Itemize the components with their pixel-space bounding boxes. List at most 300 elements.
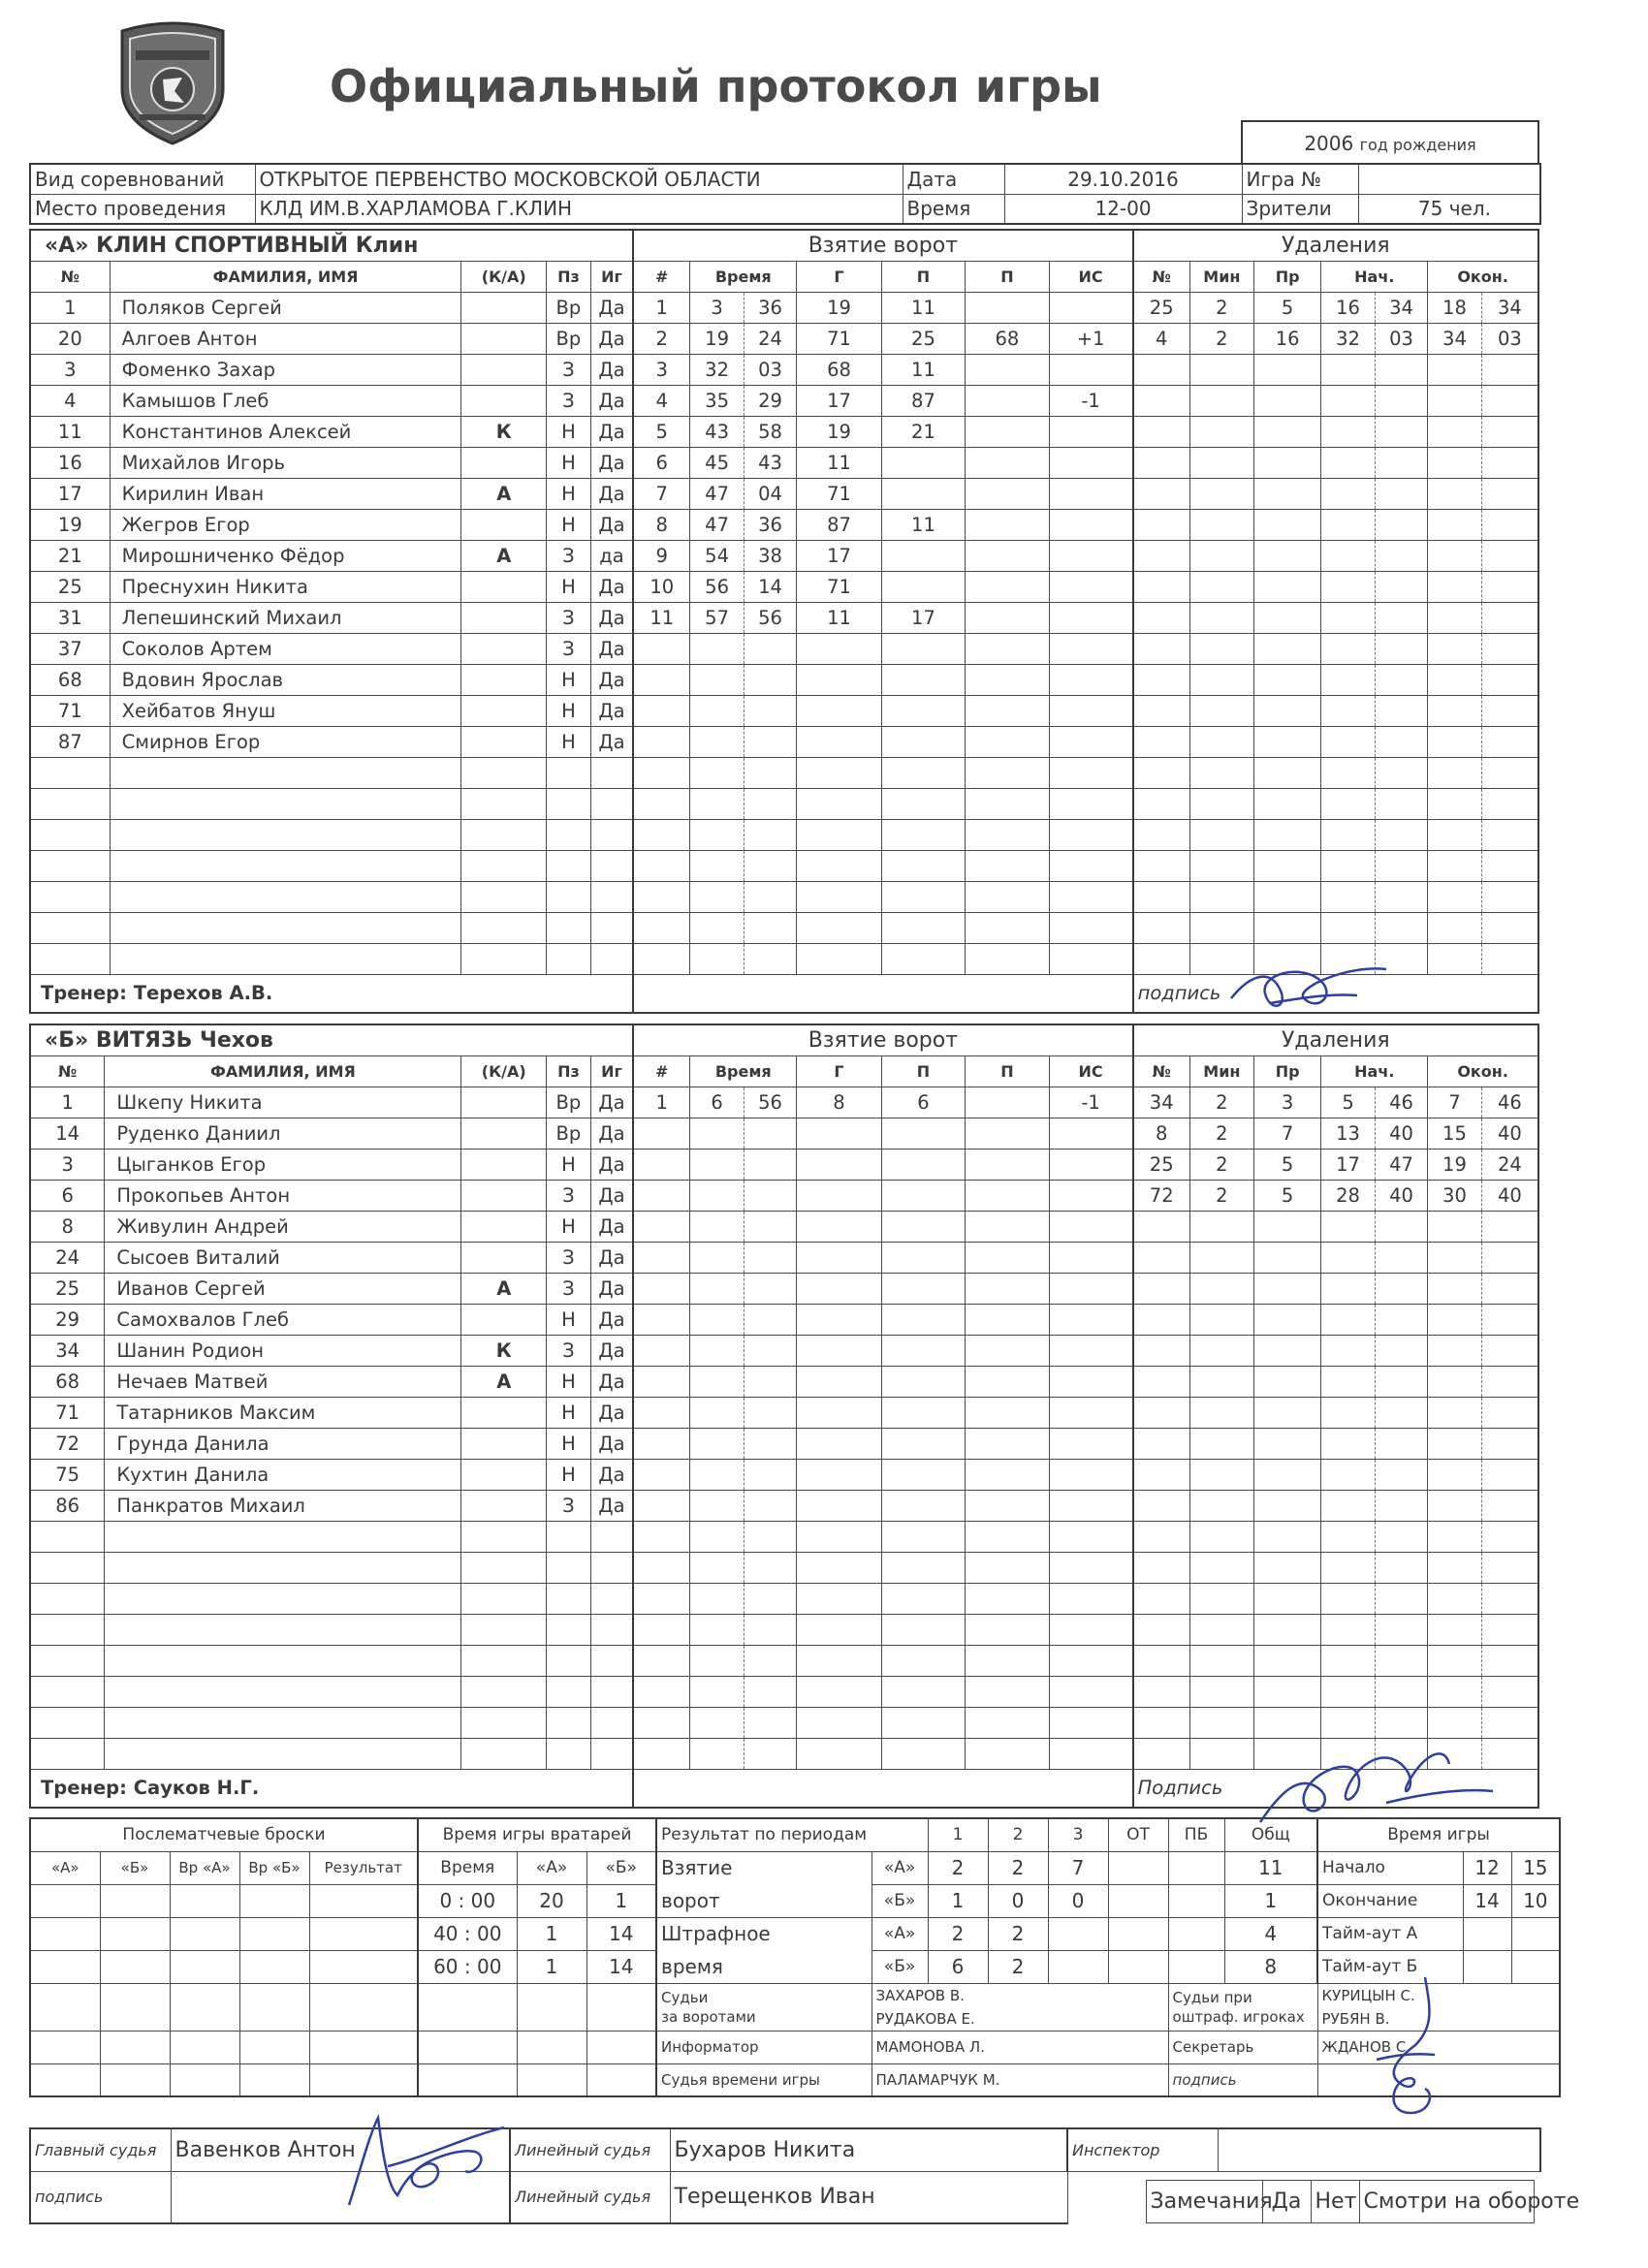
penalty-end-min xyxy=(1428,695,1481,726)
goal-minute: 45 xyxy=(690,447,744,478)
penalty-start-min xyxy=(1321,1459,1375,1490)
player-played: Да xyxy=(590,1490,633,1521)
penalty-minutes xyxy=(1189,881,1253,912)
team-a-penalties-heading: Удаления xyxy=(1133,230,1538,261)
penalty-player xyxy=(1133,1645,1190,1676)
goal-number: 1 xyxy=(633,1087,690,1118)
goal-situation xyxy=(1049,943,1133,974)
penalty-start-sec xyxy=(1375,1707,1427,1738)
table-row xyxy=(30,509,1538,540)
penalty-end-min xyxy=(1428,881,1481,912)
goal-situation xyxy=(1049,788,1133,819)
goal-second xyxy=(744,1366,796,1397)
player-role xyxy=(461,912,547,943)
time-label: Время xyxy=(903,194,1004,224)
goal-assist-2 xyxy=(966,664,1049,695)
penalty-reason xyxy=(1253,881,1320,912)
goal-number: 11 xyxy=(633,602,690,633)
player-played: Да xyxy=(590,1273,633,1304)
penalty-start-min: 17 xyxy=(1321,1149,1375,1180)
player-name xyxy=(105,1738,461,1769)
goal-assist-2 xyxy=(966,354,1049,385)
penalty-reason xyxy=(1253,1366,1320,1397)
goal-minute xyxy=(690,1180,744,1211)
player-name: Мирошниченко Фёдор xyxy=(110,540,461,571)
penalty-start-sec xyxy=(1375,850,1427,881)
player-name: Иванов Сергей xyxy=(105,1273,461,1304)
goal-minute xyxy=(690,1335,744,1366)
player-played xyxy=(590,1738,633,1769)
table-row xyxy=(30,571,1538,602)
goal-situation xyxy=(1049,1428,1133,1459)
penalty-start-min xyxy=(1321,1552,1375,1583)
goal-second xyxy=(744,1552,796,1583)
penalty-start-sec: 03 xyxy=(1375,323,1427,354)
penalty-player xyxy=(1133,1707,1190,1738)
goal-situation: -1 xyxy=(1049,385,1133,416)
goal-second xyxy=(744,1335,796,1366)
goal-number xyxy=(633,1490,690,1521)
goal-number xyxy=(633,881,690,912)
team-a-name: «А» КЛИН СПОРТИВНЫЙ Клин xyxy=(30,230,633,261)
goal-minute: 32 xyxy=(690,354,744,385)
penalty-start-min xyxy=(1321,1490,1375,1521)
player-position: З xyxy=(546,385,590,416)
player-name: Поляков Сергей xyxy=(110,292,461,323)
goal-second xyxy=(744,788,796,819)
goal-scorer xyxy=(797,757,882,788)
table-row xyxy=(30,478,1538,509)
player-position: З xyxy=(546,1490,590,1521)
penalty-start-min xyxy=(1321,850,1375,881)
game-time-title: Время игры xyxy=(1317,1818,1560,1851)
player-position: Н xyxy=(546,695,590,726)
table-row xyxy=(30,726,1538,757)
penalty-end-min xyxy=(1428,602,1481,633)
goal-second xyxy=(744,1211,796,1242)
penalty-end-sec xyxy=(1481,354,1538,385)
goalie-time-title: Время игры вратарей xyxy=(418,1818,656,1851)
penalty-end-sec xyxy=(1481,1583,1538,1614)
team-b-rows xyxy=(30,1087,1538,1769)
player-position: Вр xyxy=(546,1087,590,1118)
goal-assist-1 xyxy=(881,1273,965,1304)
penalty-end-min xyxy=(1428,509,1481,540)
player-number: 1 xyxy=(30,1087,105,1118)
player-position xyxy=(546,943,590,974)
penalty-end-sec xyxy=(1481,881,1538,912)
penalty-reason xyxy=(1253,819,1320,850)
penalty-start-sec xyxy=(1375,1552,1427,1583)
goal-second xyxy=(744,1397,796,1428)
player-number xyxy=(30,1521,105,1552)
penalty-start-min xyxy=(1321,1335,1375,1366)
player-number xyxy=(30,850,110,881)
penalty-end-min xyxy=(1428,1614,1481,1645)
player-position: Н xyxy=(546,571,590,602)
spectators-label: Зрители xyxy=(1242,194,1358,224)
penalty-player xyxy=(1133,571,1190,602)
goal-minute xyxy=(690,1552,744,1583)
page-title: Официальный протокол игры xyxy=(330,60,1102,112)
goal-second: 04 xyxy=(744,478,796,509)
goal-minute: 19 xyxy=(690,323,744,354)
penalty-player: 34 xyxy=(1133,1087,1190,1118)
penalty-player xyxy=(1133,881,1190,912)
player-role xyxy=(461,1738,547,1769)
player-name: Татарников Максим xyxy=(105,1397,461,1428)
penalty-minutes: 2 xyxy=(1189,1118,1253,1149)
goal-situation xyxy=(1049,478,1133,509)
goal-assist-1 xyxy=(881,478,965,509)
penalty-end-sec xyxy=(1481,416,1538,447)
player-number: 20 xyxy=(30,323,110,354)
penalty-end-sec xyxy=(1481,726,1538,757)
goal-minute xyxy=(690,1583,744,1614)
goal-situation xyxy=(1049,1738,1133,1769)
goal-assist-1 xyxy=(881,1490,965,1521)
goal-situation xyxy=(1049,1273,1133,1304)
goal-situation xyxy=(1049,1614,1133,1645)
player-number xyxy=(30,912,110,943)
penalty-player xyxy=(1133,602,1190,633)
penalty-start-sec xyxy=(1375,540,1427,571)
goal-assist-1 xyxy=(881,1304,965,1335)
player-position xyxy=(546,788,590,819)
player-played: Да xyxy=(590,385,633,416)
penalty-reason xyxy=(1253,1273,1320,1304)
goal-assist-1 xyxy=(881,664,965,695)
penalty-end-sec xyxy=(1481,1335,1538,1366)
goal-number xyxy=(633,1118,690,1149)
penalty-start-min xyxy=(1321,695,1375,726)
penalty-player: 72 xyxy=(1133,1180,1190,1211)
game-value xyxy=(1358,164,1540,194)
penalty-start-min xyxy=(1321,1676,1375,1707)
goal-assist-2 xyxy=(966,447,1049,478)
penalty-start-min: 28 xyxy=(1321,1180,1375,1211)
table-row xyxy=(30,881,1538,912)
penalty-minutes xyxy=(1189,1583,1253,1614)
penalty-start-min xyxy=(1321,1273,1375,1304)
penalty-player xyxy=(1133,1459,1190,1490)
goal-second xyxy=(744,664,796,695)
penalty-start-sec xyxy=(1375,819,1427,850)
goal-situation xyxy=(1049,1366,1133,1397)
penalty-start-sec xyxy=(1375,1366,1427,1397)
penalty-minutes: 2 xyxy=(1189,1087,1253,1118)
goal-situation xyxy=(1049,1397,1133,1428)
player-position: З xyxy=(546,602,590,633)
player-played xyxy=(590,1552,633,1583)
goal-assist-1 xyxy=(881,1180,965,1211)
goal-scorer xyxy=(797,695,882,726)
penalty-minutes xyxy=(1189,447,1253,478)
goal-scorer xyxy=(797,1242,882,1273)
goal-number xyxy=(633,1428,690,1459)
penalty-end-sec xyxy=(1481,912,1538,943)
penalty-end-sec xyxy=(1481,819,1538,850)
goal-assist-1 xyxy=(881,881,965,912)
player-role xyxy=(461,1645,547,1676)
goal-minute xyxy=(690,1211,744,1242)
goal-situation xyxy=(1049,664,1133,695)
goal-situation xyxy=(1049,1707,1133,1738)
table-row xyxy=(30,1335,1538,1366)
line-referee-label-2: Линейный судья xyxy=(510,2171,670,2223)
penalty-end-min xyxy=(1428,1583,1481,1614)
penalty-reason xyxy=(1253,1707,1320,1738)
player-name xyxy=(105,1707,461,1738)
goal-minute: 43 xyxy=(690,416,744,447)
player-played: Да xyxy=(590,633,633,664)
goal-scorer xyxy=(797,1552,882,1583)
penalty-end-sec xyxy=(1481,1242,1538,1273)
penalty-start-min xyxy=(1321,1397,1375,1428)
goal-number xyxy=(633,1676,690,1707)
penalty-start-min xyxy=(1321,819,1375,850)
penalty-end-min xyxy=(1428,478,1481,509)
player-position: З xyxy=(546,540,590,571)
competition-label: Вид соревнований xyxy=(30,164,255,194)
goal-number: 8 xyxy=(633,509,690,540)
penalty-reason xyxy=(1253,416,1320,447)
line-referee-2: Терещенков Иван xyxy=(670,2171,1067,2223)
penalty-end-sec xyxy=(1481,540,1538,571)
summary-table: Послематчевые броски Время игры вратарей Результат по периодам 1 2 3 ОТ ПБ Общ Время игры «А» «Б» Вр «А» Вр «Б» Результат Время «А» «Б» Взятие «А» 2 2 7 11 Начало 12 15 0 : 00 20 1 ворот «Б» 1 0 0 1 Окончание 14 10 40 : 00 1 14 Штрафное «А» 2 2 4 Тайм-аут А 60 : 00 1 14 время «Б» 6 2 8 Тайм-аут Б Судьи за воротами ЗАХАРОВ В. РУДАКОВА Е. Судьи при оштраф. игроках КУРИЦЫН С. РУБЯН В. Информатор МАМОНОВА Л. Секретарь ЖДАНОВ С. Судья времени игры ПАЛАМАРЧУК М. подпись xyxy=(29,1817,1561,2097)
goal-situation xyxy=(1049,912,1133,943)
goal-scorer: 17 xyxy=(797,385,882,416)
penalty-minutes xyxy=(1189,1676,1253,1707)
player-played xyxy=(590,943,633,974)
penalty-end-min xyxy=(1428,1273,1481,1304)
player-name: Алгоев Антон xyxy=(110,323,461,354)
goal-situation xyxy=(1049,726,1133,757)
main-referee-sign-label: подпись xyxy=(30,2171,171,2223)
penalty-reason xyxy=(1253,1614,1320,1645)
player-number: 31 xyxy=(30,602,110,633)
birth-year: 2006 xyxy=(1304,132,1354,155)
penalty-end-min xyxy=(1428,1552,1481,1583)
player-position xyxy=(546,1614,590,1645)
player-role: А xyxy=(461,1366,547,1397)
goal-assist-1 xyxy=(881,1614,965,1645)
table-row xyxy=(30,1645,1538,1676)
player-role xyxy=(461,354,547,385)
goal-minute xyxy=(690,1459,744,1490)
goal-number xyxy=(633,1583,690,1614)
goal-number xyxy=(633,1335,690,1366)
goal-assist-2 xyxy=(966,912,1049,943)
goal-assist-2 xyxy=(966,1397,1049,1428)
penalty-start-min: 13 xyxy=(1321,1118,1375,1149)
penalty-player xyxy=(1133,1304,1190,1335)
goal-scorer xyxy=(797,1676,882,1707)
player-name: Руденко Даниил xyxy=(105,1118,461,1149)
player-position: Н xyxy=(546,478,590,509)
penalty-minutes xyxy=(1189,1397,1253,1428)
goal-minute xyxy=(690,943,744,974)
penalty-minutes xyxy=(1189,509,1253,540)
goal-assist-2 xyxy=(966,819,1049,850)
penalty-start-min xyxy=(1321,385,1375,416)
penalty-start-min: 32 xyxy=(1321,323,1375,354)
goal-situation xyxy=(1049,1304,1133,1335)
player-position: Н xyxy=(546,1428,590,1459)
penalty-reason xyxy=(1253,850,1320,881)
goal-scorer xyxy=(797,1211,882,1242)
player-position: Н xyxy=(546,1397,590,1428)
goal-number xyxy=(633,1707,690,1738)
player-played xyxy=(590,912,633,943)
goal-assist-2 xyxy=(966,1335,1049,1366)
player-role xyxy=(461,1614,547,1645)
player-number: 21 xyxy=(30,540,110,571)
penalty-end-min xyxy=(1428,447,1481,478)
player-number: 29 xyxy=(30,1304,105,1335)
penalty-end-sec xyxy=(1481,757,1538,788)
player-position xyxy=(546,1552,590,1583)
team-b-coach-signature xyxy=(1241,1735,1503,1842)
penalty-reason xyxy=(1253,1645,1320,1676)
penalty-end-sec xyxy=(1481,1428,1538,1459)
player-role: А xyxy=(461,540,547,571)
player-role xyxy=(461,695,547,726)
goal-situation xyxy=(1049,881,1133,912)
penalty-reason xyxy=(1253,1490,1320,1521)
player-role xyxy=(461,664,547,695)
player-role xyxy=(461,1087,547,1118)
goal-number xyxy=(633,1273,690,1304)
goal-situation xyxy=(1049,292,1133,323)
goal-assist-1 xyxy=(881,1459,965,1490)
goal-assist-2 xyxy=(966,1552,1049,1583)
player-role xyxy=(461,1118,547,1149)
player-name: Михайлов Игорь xyxy=(110,447,461,478)
goal-minute xyxy=(690,788,744,819)
goal-scorer xyxy=(797,788,882,819)
penalty-start-sec xyxy=(1375,571,1427,602)
table-row xyxy=(30,416,1538,447)
goal-second: 36 xyxy=(744,509,796,540)
penalty-player xyxy=(1133,819,1190,850)
goal-situation xyxy=(1049,447,1133,478)
penalty-reason xyxy=(1253,1211,1320,1242)
penalty-minutes xyxy=(1189,1242,1253,1273)
player-number: 8 xyxy=(30,1211,105,1242)
penalty-start-sec xyxy=(1375,354,1427,385)
player-number xyxy=(30,943,110,974)
player-role xyxy=(461,633,547,664)
goal-assist-1: 11 xyxy=(881,509,965,540)
goal-second xyxy=(744,1707,796,1738)
penalty-reason xyxy=(1253,726,1320,757)
player-role xyxy=(461,1459,547,1490)
goal-minute xyxy=(690,1304,744,1335)
player-number: 68 xyxy=(30,664,110,695)
player-role: А xyxy=(461,478,547,509)
penalty-start-sec xyxy=(1375,416,1427,447)
penalty-end-sec: 46 xyxy=(1481,1087,1538,1118)
goal-situation xyxy=(1049,1118,1133,1149)
goal-second xyxy=(744,1273,796,1304)
goal-assist-1 xyxy=(881,1242,965,1273)
goal-assist-2 xyxy=(966,1614,1049,1645)
penalty-minutes: 2 xyxy=(1189,323,1253,354)
player-played: Да xyxy=(590,726,633,757)
penalty-minutes xyxy=(1189,1211,1253,1242)
penalty-player: 8 xyxy=(1133,1118,1190,1149)
player-number xyxy=(30,1707,105,1738)
goal-second xyxy=(744,850,796,881)
goal-assist-2 xyxy=(966,788,1049,819)
penalty-end-sec xyxy=(1481,602,1538,633)
player-role xyxy=(461,1180,547,1211)
penalty-reason xyxy=(1253,757,1320,788)
penalty-end-sec xyxy=(1481,447,1538,478)
penalty-reason xyxy=(1253,1521,1320,1552)
penalty-end-sec xyxy=(1481,1490,1538,1521)
player-position xyxy=(546,757,590,788)
goal-assist-2 xyxy=(966,1273,1049,1304)
penalty-end-sec xyxy=(1481,1366,1538,1397)
penalty-start-min xyxy=(1321,540,1375,571)
penalty-end-sec: 24 xyxy=(1481,1149,1538,1180)
penalty-end-min: 18 xyxy=(1428,292,1481,323)
player-position: Н xyxy=(546,726,590,757)
penalty-start-sec xyxy=(1375,1335,1427,1366)
goal-situation xyxy=(1049,509,1133,540)
penalty-end-sec xyxy=(1481,1676,1538,1707)
penalty-reason xyxy=(1253,1397,1320,1428)
goal-scorer xyxy=(797,1397,882,1428)
goal-scorer: 71 xyxy=(797,478,882,509)
goal-number xyxy=(633,850,690,881)
table-row xyxy=(30,1149,1538,1180)
penalty-minutes xyxy=(1189,1459,1253,1490)
goal-situation xyxy=(1049,850,1133,881)
penalty-start-sec xyxy=(1375,1676,1427,1707)
goal-situation xyxy=(1049,1490,1133,1521)
team-a-column-headers: № ФАМИЛИЯ, ИМЯ (К/А) Пз Иг # Время Г П П ИС № Мин Пр Нач. Окон. xyxy=(30,261,1538,292)
goal-number xyxy=(633,1459,690,1490)
goal-assist-2 xyxy=(966,1676,1049,1707)
goal-scorer: 11 xyxy=(797,602,882,633)
penalty-end-min xyxy=(1428,1397,1481,1428)
penalty-minutes: 2 xyxy=(1189,1149,1253,1180)
goal-number: 10 xyxy=(633,571,690,602)
penalty-end-min xyxy=(1428,912,1481,943)
goal-situation xyxy=(1049,1180,1133,1211)
player-name: Хейбатов Януш xyxy=(110,695,461,726)
penalty-reason: 7 xyxy=(1253,1118,1320,1149)
penalty-start-min xyxy=(1321,1242,1375,1273)
time-value: 12-00 xyxy=(1004,194,1242,224)
penalty-start-sec xyxy=(1375,447,1427,478)
player-number: 1 xyxy=(30,292,110,323)
penalty-minutes xyxy=(1189,385,1253,416)
goal-assist-1 xyxy=(881,1521,965,1552)
periods-title: Результат по периодам xyxy=(656,1818,928,1851)
goal-scorer xyxy=(797,1273,882,1304)
player-number: 11 xyxy=(30,416,110,447)
penalty-end-min xyxy=(1428,1459,1481,1490)
goal-assist-2 xyxy=(966,1180,1049,1211)
goal-assist-1 xyxy=(881,819,965,850)
penalty-reason: 5 xyxy=(1253,1180,1320,1211)
penalty-player xyxy=(1133,478,1190,509)
team-a-coach-signature xyxy=(1212,955,1406,1023)
